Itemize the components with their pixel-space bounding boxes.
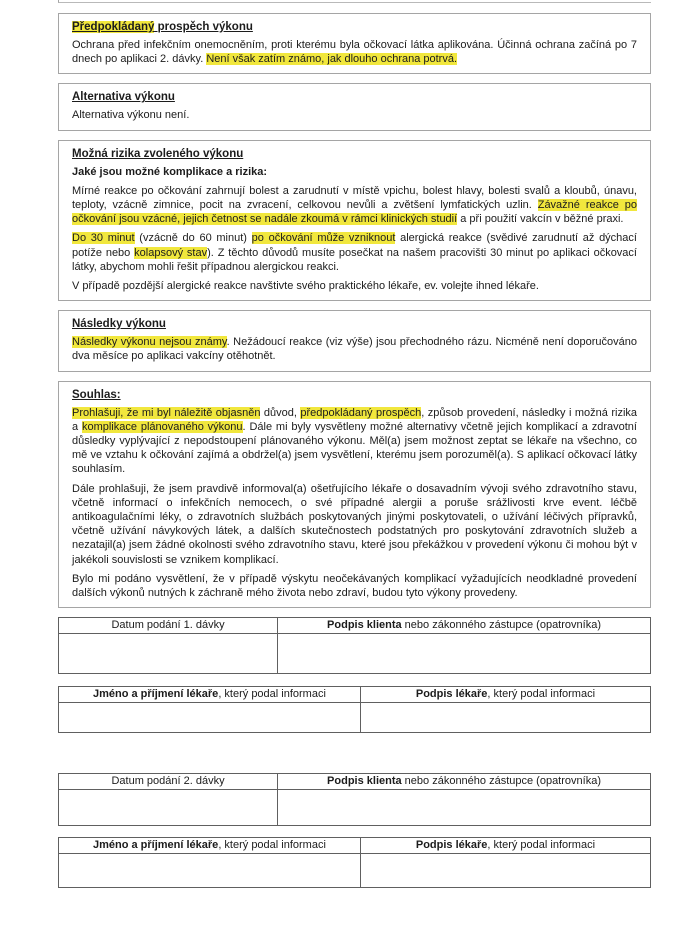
section-title: Alternativa výkonu [72, 91, 175, 104]
section-consent [58, 381, 651, 609]
section-possible-risks [58, 140, 651, 302]
paragraph: Alternativa výkonu není. [72, 109, 190, 122]
client-signature-field [278, 634, 651, 674]
section-consequences [58, 310, 651, 371]
paragraph: Prohlašuji, že mi byl náležitě objasněn důvod, předpokládaný prospěch, způsob provedení, následky i možná rizika a komplikace plánovaného výkonu. Dále mi byly vysvětleny možné alternativy včetně jejich komplikací a zdravotní důsledky vyplývající z nepodstoupení plánovaného výkonu. Měl(a) jsem možnost zeptat se lékaře na všechno, co mě ve vztahu k očkování zajímá a obdržel(a) jsem vysvětlení, kterému jsem porozuměl(a). S aplikací očkovací látky souhlasím. [72, 406, 638, 476]
table-doctor1-info-signature [58, 686, 651, 733]
date-dose1-field [59, 634, 278, 674]
doctor-signature-field [360, 854, 650, 888]
table-dose2-client-signature [58, 773, 651, 826]
doctor-signature-field [360, 703, 650, 733]
doctor-name-field [59, 854, 361, 888]
doctor-name-field [59, 703, 361, 733]
col-header-doctor-signature: Podpis lékaře, který podal informaci [360, 838, 650, 854]
col-header-date-dose1: Datum podání 1. dávky [59, 618, 278, 634]
client-signature-field [278, 790, 651, 826]
previous-section-cut-border [58, 0, 651, 3]
col-header-doctor-name: Jméno a příjmení lékaře, který podal informaci [59, 838, 361, 854]
section-title: Předpokládaný prospěch výkonu [72, 21, 253, 33]
paragraph: V případě pozdější alergické reakce navštivte svého praktického lékaře, ev. volejte ihned lékaře. [72, 280, 539, 293]
col-header-date-dose2: Datum podání 2. dávky [59, 774, 278, 790]
paragraph: Dále prohlašuji, že jsem pravdivě informoval(a) ošetřujícího lékaře o dosavadním vývoji svého zdravotního stavu, včetně informací o infekčních nemocech, o své případné alergii a poruše srážlivosti krve event. léčbě antikoagulačními léky, o zdravotních službách poskytovaných jinými poskytovateli, o užívání léčivých přípravků, včetně užívání návykových látek, a dalších skutečnostech podstatných pro poskytování zdravotních služeb a nezatajil(a) jsem žádné okolnosti svého zdravotního stavu, které jsou překážkou v provedení výkonu či mohou být v jakékoli souvislosti se vznikem komplikací. [72, 482, 637, 566]
col-header-client-signature: Podpis klienta nebo zákonného zástupce (opatrovníka) [278, 774, 651, 790]
paragraph: Bylo mi podáno vysvětlení, že v případě výskytu neočekávaných komplikací vyžadujících neodkladné provedení dalších výkonů nutných k záchraně mého života nebo zdraví, budou tyto výkony provedeny. [72, 572, 637, 600]
section-title: Následky výkonu [72, 318, 166, 331]
table-dose1-client-signature [58, 617, 651, 674]
paragraph: Následky výkonu nejsou známy. Nežádoucí reakce (viz výše) jsou přechodného rázu. Nicméně není doporučováno dva měsíce po aplikaci vakcíny otěhotnět. [72, 336, 637, 363]
section-alternative [58, 83, 651, 130]
section-expected-benefit [58, 13, 651, 74]
date-dose2-field [59, 790, 278, 826]
paragraph: Mírné reakce po očkování zahrnují bolest a zarudnutí v místě vpichu, bolest hlavy, bolesti svalů a kloubů, únavu, teploty, vzácně zimnice, pocit na zvracení, celkovou nevůli a zvětšení lymfatických uzlin. Závažné reakce po očkování jsou vzácné, jejich četnost se nadále zkoumá v rámci klinických studií a při použití vakcín v běžné praxi. [72, 184, 637, 226]
table-doctor2-info-signature [58, 837, 651, 888]
col-header-doctor-name: Jméno a příjmení lékaře, který podal informaci [59, 687, 361, 703]
section-subtitle: Jaké jsou možné komplikace a rizika: [72, 165, 268, 178]
col-header-client-signature: Podpis klienta nebo zákonného zástupce (opatrovníka) [278, 618, 651, 634]
paragraph: Do 30 minut (vzácně do 60 minut) po očkování může vzniknout alergická reakce (svědivé zarudnutí až dýchací potíže nebo kolapsový stav). Z těchto důvodů musíte posečkat na našem pracovišti 30 minut po aplikaci očkovací látky, abychom mohli řešit případnou alergickou reakci. [72, 232, 637, 273]
section-title: Možná rizika zvoleného výkonu [72, 147, 244, 160]
section-title: Souhlas: [72, 388, 121, 401]
paragraph: Ochrana před infekčním onemocněním, proti kterému byla očkovací látka aplikována. Účinná ochrana začíná po 7 dnech po aplikaci 2. dávky. Není však zatím známo, jak dlouho ochrana potrvá. [72, 39, 637, 66]
col-header-doctor-signature: Podpis lékaře, který podal informaci [360, 687, 650, 703]
